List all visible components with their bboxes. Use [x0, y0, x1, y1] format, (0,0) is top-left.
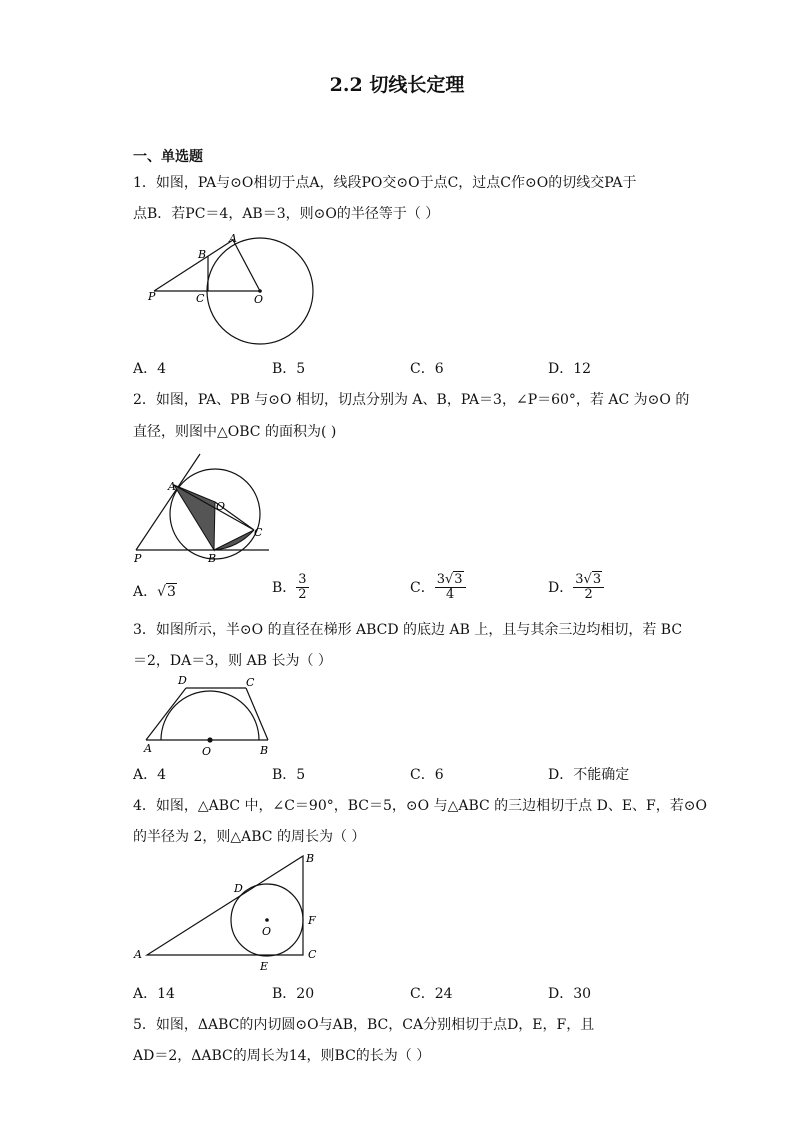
q2-label-a: A	[168, 480, 176, 493]
q5-text-line2: AD＝2，ΔABC的周长为14，则BC的长为（ ）	[133, 1048, 431, 1064]
q2-option-d[interactable]: D． $\frac{3√3}{2}$	[548, 573, 604, 603]
q2-option-d-prefix: D．	[548, 579, 574, 596]
q3-label-b: B	[260, 744, 269, 757]
q4-option-d[interactable]: D．30	[548, 986, 592, 1002]
q1-option-d[interactable]: D．12	[548, 361, 592, 377]
q2-text-line1: 2．如图，PA、PB 与⊙O 相切，切点分别为 A、B，PA＝3，∠P＝60°，若 AC 为⊙O 的	[133, 392, 690, 408]
q2-option-c-prefix: C．	[410, 579, 435, 596]
q2-label-p: P	[134, 552, 142, 565]
q2-option-d-denominator: 2	[584, 587, 593, 603]
q4-option-b[interactable]: B．20	[272, 986, 315, 1002]
q3-option-a[interactable]: A．4	[133, 767, 167, 783]
q4-label-e: E	[260, 960, 269, 973]
q2-text-line2: 直径，则图中△OBC 的面积为( )	[133, 424, 337, 440]
q2-option-b[interactable]	[272, 573, 309, 603]
q2-figure	[134, 450, 274, 565]
q2-option-a-prefix: A．	[133, 584, 158, 600]
q4-text-line2: 的半径为 2，则△ABC 的周长为（ ）	[133, 829, 366, 845]
q1-label-b: B	[198, 248, 207, 261]
q2-option-a-radical: √	[157, 584, 167, 600]
q1-text-line1: 1．如图，PA与⊙O相切于点A，线段PO交⊙O于点C，过点C作⊙O的切线交PA于	[133, 175, 637, 191]
q1-label-c: C	[196, 292, 205, 305]
q2-option-b-denominator: 2	[298, 587, 307, 603]
q5-text-line1: 5．如图，ΔABC的内切圆⊙O与AB，BC，CA分别相切于点D，E，F，且	[133, 1017, 595, 1033]
q2-option-b-numerator: 3	[298, 572, 307, 587]
q2-option-c-coef: 3	[436, 572, 445, 587]
page-title: 2.2 切线长定理	[329, 74, 465, 96]
q4-label-o: O	[262, 925, 272, 938]
q3-figure	[140, 672, 280, 760]
q2-option-a-value: 3	[167, 584, 176, 600]
q1-label-o: O	[254, 293, 264, 306]
q1-label-p: P	[148, 290, 156, 303]
q4-figure	[132, 848, 332, 974]
q4-label-a: A	[134, 948, 142, 961]
q4-text-line1: 4．如图，△ABC 中，∠C＝90°，BC＝5，⊙O 与△ABC 的三边相切于点 D、E、F，若⊙O	[133, 798, 707, 814]
q4-option-a[interactable]: A．14	[133, 986, 175, 1002]
q2-option-d-radicand: 3	[592, 572, 602, 587]
q2-option-c[interactable]: C． $\frac{3√3}{4}$	[410, 573, 466, 603]
q3-option-d[interactable]: D．不能确定	[548, 767, 630, 783]
q4-label-c: C	[308, 948, 317, 961]
q2-label-o: O	[216, 500, 226, 513]
q3-option-c[interactable]: C．6	[410, 767, 444, 783]
section-heading: 一、单选题	[133, 149, 203, 165]
q2-label-c: C	[254, 526, 263, 539]
q3-text-line2: ＝2，DA＝3，则 AB 长为（ ）	[133, 653, 332, 669]
q2-option-a[interactable]	[133, 581, 177, 601]
q2-label-b: B	[208, 552, 217, 565]
q2-option-c-radicand: 3	[454, 572, 463, 587]
q4-label-d: D	[234, 882, 243, 895]
q2-option-d-coef: 3	[575, 572, 584, 587]
q4-option-c[interactable]: C．24	[410, 986, 453, 1002]
q4-label-f: F	[308, 914, 316, 927]
q2-option-c-denominator: 4	[446, 587, 455, 603]
q1-figure	[140, 228, 330, 348]
q3-text-line1: 3．如图所示，半⊙O 的直径在梯形 ABCD 的底边 AB 上，且与其余三边均相切，若 BC	[133, 622, 683, 638]
q1-text-line2: 点B．若PC＝4，AB＝3，则⊙O的半径等于（ ）	[133, 206, 440, 222]
q3-option-b[interactable]: B．5	[272, 767, 306, 783]
q3-label-a: A	[144, 742, 152, 755]
q3-label-d: D	[178, 674, 187, 687]
q1-option-c[interactable]: C．6	[410, 361, 444, 377]
q1-option-b[interactable]: B．5	[272, 361, 306, 377]
q1-label-a: A	[229, 232, 237, 245]
q3-label-c: C	[246, 676, 255, 689]
q1-option-a[interactable]: A．4	[133, 361, 167, 377]
q3-label-o: O	[202, 745, 212, 758]
q2-option-b-prefix: B．	[272, 579, 297, 596]
q4-label-b: B	[306, 852, 315, 865]
